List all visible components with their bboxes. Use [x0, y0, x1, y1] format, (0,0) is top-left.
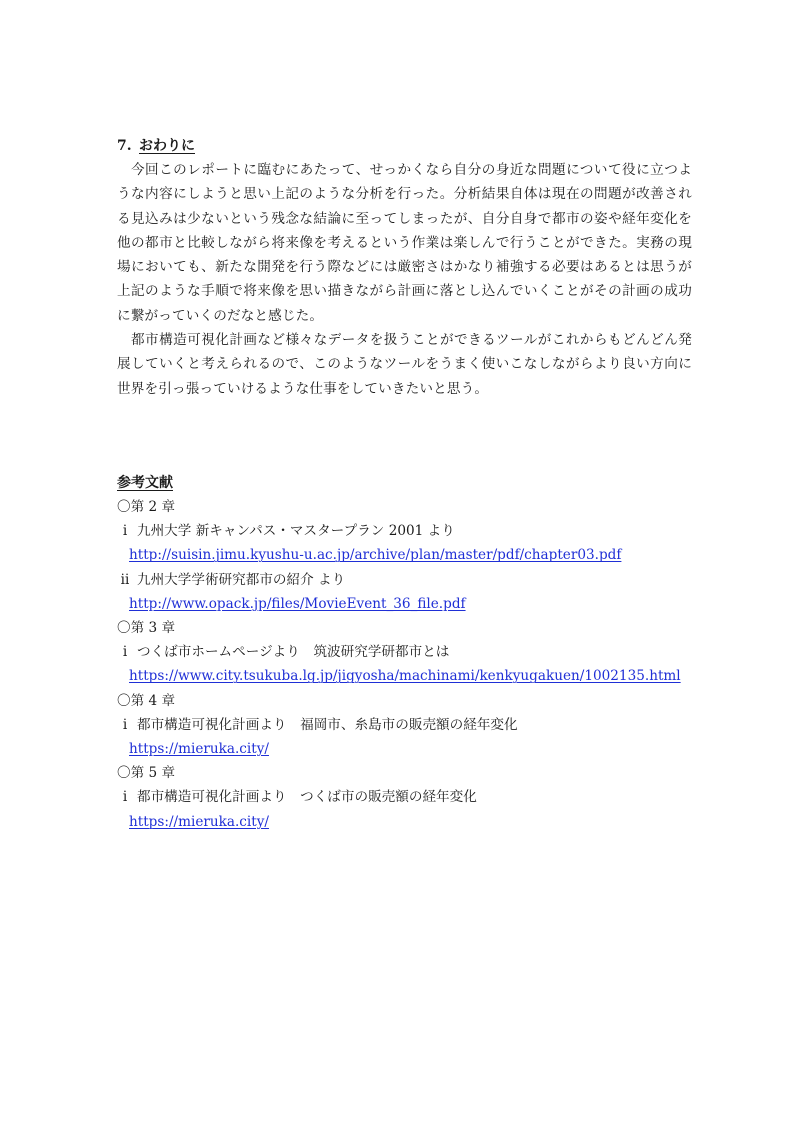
- reference-title: 都市構造可視化計画より 福岡市、糸島市の販売額の経年変化: [137, 716, 518, 733]
- reference-marker: ⅰ: [122, 644, 128, 661]
- section-title: おわりに: [139, 138, 195, 154]
- conclusion-paragraph-2: 都市構造可視化計画など様々なデータを扱うことができるツールがこれからもどんどん発展していくと考えられるので、このようなツールをうまく使いこなしながらより良い方向に世界を引っ張っていけるような仕事をしていきたいと思う。: [117, 332, 692, 397]
- reference-title: つくば市ホームページより 筑波研究学研都市とは: [137, 644, 450, 661]
- reference-link[interactable]: http://suisin.jimu.kyushu-u.ac.jp/archive/plan/master/pdf/chapter03.pdf: [129, 547, 622, 564]
- conclusion-paragraph-1: 今回このレポートに臨むにあたって、せっかくなら自分の身近な問題について役に立つような内容にしようと思い上記のような分析を行った。分析結果自体は現在の問題が改善される見込みは少ないという残念な結論に至ってしまったが、自分自身で都市の姿や経年変化を他の都市と比較しながら将来像を考えるという作業は楽しんで行うことができた。実務の現場においても、新たな開発を行う際などには厳密さはかなり補強する必要はあるとは思うが上記のような手順で将来像を思い描きながら計画に落とし込んでいくことがその計画の成功に繋がっていくのだなと感じた。: [117, 162, 692, 324]
- chapter-label: 〇第 3 章: [117, 619, 176, 636]
- references-title: 参考文献: [117, 474, 173, 491]
- references-chapter-3: [117, 616, 692, 689]
- references-heading: [117, 471, 692, 495]
- chapter-label: 〇第 2 章: [117, 498, 176, 515]
- reference-entry: [117, 519, 692, 543]
- reference-entry: [117, 713, 692, 737]
- reference-title: 都市構造可視化計画より つくば市の販売額の経年変化: [137, 789, 477, 806]
- section-number: 7.: [117, 138, 132, 154]
- reference-entry: [117, 568, 692, 592]
- section-heading: [117, 134, 692, 158]
- reference-link[interactable]: https://mieruka.city/: [129, 813, 269, 830]
- reference-title: 九州大学 新キャンパス・マスタープラン 2001 より: [137, 523, 455, 540]
- chapter-label: 〇第 4 章: [117, 692, 176, 709]
- reference-marker: ⅰ: [122, 716, 128, 733]
- reference-link[interactable]: http://www.opack.jp/files/MovieEvent_36_file.pdf: [129, 595, 466, 612]
- reference-entry: [117, 640, 692, 664]
- references-chapter-2: [117, 495, 692, 616]
- references-chapter-4: [117, 689, 692, 762]
- reference-marker: ⅰ: [122, 789, 128, 806]
- reference-marker: ⅰ: [122, 523, 128, 540]
- reference-link[interactable]: https://www.city.tsukuba.lg.jp/jigyosha/machinami/kenkyugakuen/1002135.html: [129, 668, 681, 685]
- reference-marker: ⅱ: [120, 571, 130, 588]
- references-chapter-5: [117, 761, 692, 834]
- reference-title: 九州大学学術研究都市の紹介 より: [137, 571, 346, 588]
- document-page: [117, 134, 692, 834]
- reference-link[interactable]: https://mieruka.city/: [129, 741, 269, 757]
- chapter-label: 〇第 5 章: [117, 765, 176, 782]
- reference-entry: [117, 785, 692, 809]
